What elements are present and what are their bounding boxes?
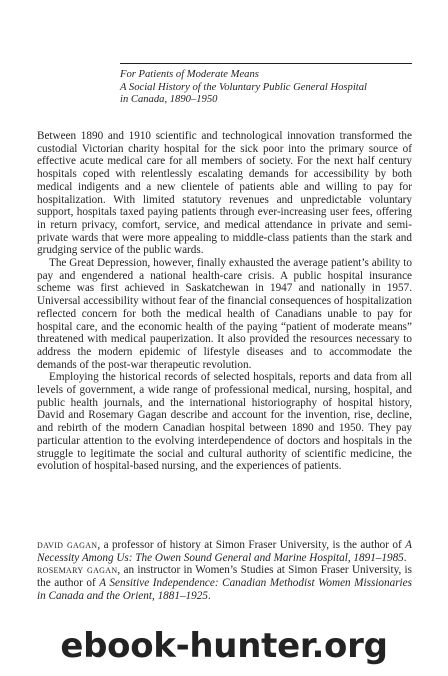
author-book-rosemary: A Sensitive Independence: Canadian Methodist Women Missionaries in Canada and the Orient, 1881–1925 [37,577,412,602]
author-bio-rosemary-end: . [207,589,211,602]
author-name-rosemary: rosemary gagan [37,564,118,577]
author-bio-david-text: , a professor of history at Simon Fraser University, is the author of [97,539,406,551]
author-bio-rosemary [37,564,412,602]
author-name-david: david gagan [37,539,98,551]
author-bio-rosemary-text: , an instructor in Women’s Studies at Simon Fraser University, is the author of [37,564,413,590]
book-subtitle-line-1: A Social History of the Voluntary Public General Hospital [120,81,367,93]
description-paragraph-3: Employing the historical records of selected hospitals, reports and data from all levels of government, a wide range of professional medical, nursing, hospital, and public health journals, and the international historiography of hospital history, David and Rosemary Gagan describe and account for the invention, rise, decline, and rebirth of the modern Canadian hospital between 1890 and 1950. They pay particular attention to the evolving interdependence of doctors and hospitals in the struggle to legitimate the social and cultural authority of scientific medicine, the evolution of hospital-based nursing, and the experiences of patients. [37,371,412,473]
author-bio-david-end: . [403,551,407,564]
book-subtitle-line-2: in Canada, 1890–1950 [120,94,218,106]
description-paragraph-1: Between 1890 and 1910 scientific and technological innovation transformed the custodial Victorian charity hospital for the sick poor into the primary source of effective acute medical care for all members of society. For the next half century hospitals coped with relentlessly escalating demands for accessibility by both medical indigents and a new clientele of patients able and willing to pay for hospitalization. With limited statutory revenues and unpredictable voluntary support, hospitals taxed paying patients through ever-increasing user fees, offering in return privacy, comfort, service, and medical attendance in private and semi-private wards that were more appealing to middle-class patients than the stark and grudging service of the public wards. [37,130,412,257]
header-rule [120,63,412,64]
book-title: For Patients of Moderate Means [120,69,259,80]
author-bios [37,539,412,603]
watermark-text: ebook-hunter.org [60,626,388,666]
author-bio-david [37,539,412,564]
description-paragraph-2: The Great Depression, however, finally exhausted the average patient’s ability to pay and engendered a national health-care crisis. A public hospital insurance scheme was first achieved in Saskatchewan in 1947 and nationally in 1957. Universal accessibility without fear of the financial consequences of hospitalization reflected concern for both the medical health of Canadians unable to pay for hospital care, and the economic health of the paying “patient of moderate means” threatened with medical pauperization. It also provided the resources necessary to address the modern epidemic of lifestyle diseases and to accommodate the demands of the post-war therapeutic revolution. [37,257,412,371]
book-heading [120,69,420,107]
author-book-david: A Necessity Among Us: The Owen Sound General and Marine Hospital, 1891–1985 [37,539,412,564]
description-body [37,130,412,473]
